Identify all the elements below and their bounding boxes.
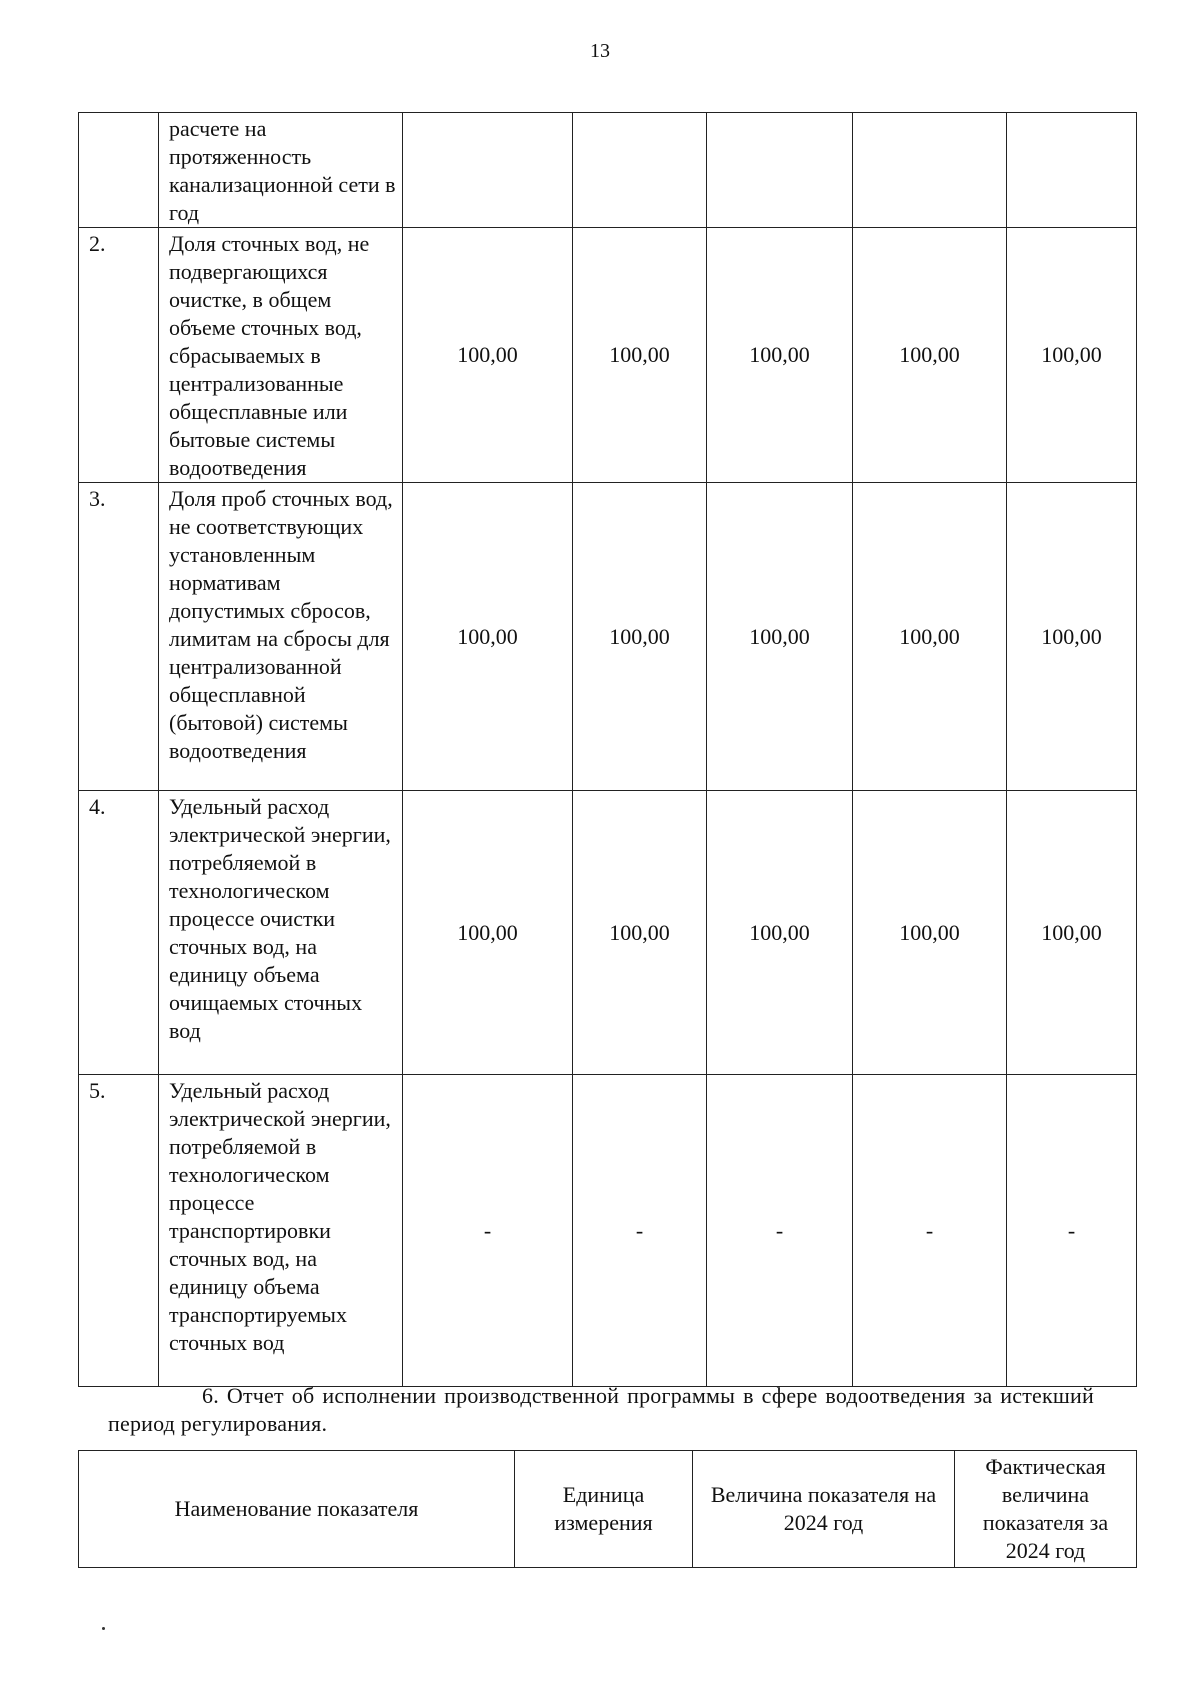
column-header-indicator-name: Наименование показателя bbox=[79, 1451, 515, 1568]
indicator-value: 100,00 bbox=[707, 483, 853, 791]
scan-artifact bbox=[102, 1627, 105, 1630]
report-table bbox=[78, 1450, 1137, 1568]
column-header-actual-value: Фактическая величина показателя за 2024 год bbox=[955, 1451, 1137, 1568]
page-number: 13 bbox=[590, 40, 610, 62]
indicator-value: 100,00 bbox=[853, 483, 1007, 791]
indicator-value: 100,00 bbox=[573, 483, 707, 791]
indicators-table bbox=[78, 112, 1137, 1387]
row-number: 4. bbox=[79, 791, 159, 1075]
indicator-name: расчете на протяженность канализационной сети в год bbox=[159, 113, 403, 228]
indicator-value bbox=[853, 113, 1007, 228]
indicator-value: 100,00 bbox=[853, 228, 1007, 483]
indicator-value: - bbox=[853, 1075, 1007, 1387]
indicator-value bbox=[403, 113, 573, 228]
indicator-value: 100,00 bbox=[403, 228, 573, 483]
row-number: 3. bbox=[79, 483, 159, 791]
table-row bbox=[79, 113, 1137, 228]
indicator-value bbox=[1007, 113, 1137, 228]
indicator-value: 100,00 bbox=[1007, 228, 1137, 483]
indicator-value: - bbox=[1007, 1075, 1137, 1387]
indicator-value: 100,00 bbox=[1007, 791, 1137, 1075]
indicator-value bbox=[707, 113, 853, 228]
indicator-value: - bbox=[573, 1075, 707, 1387]
indicator-name: Доля сточных вод, не подвергающихся очистке, в общем объеме сточных вод, сбрасываемых в централизованные общесплавные или бытовые системы водоотведения bbox=[159, 228, 403, 483]
indicator-value: 100,00 bbox=[403, 791, 573, 1075]
indicator-name: Удельный расход электрической энергии, потребляемой в технологическом процессе транспортировки сточных вод, на единицу объема транспортируемых сточных вод bbox=[159, 1075, 403, 1387]
row-number bbox=[79, 113, 159, 228]
indicator-value: - bbox=[403, 1075, 573, 1387]
table-row bbox=[79, 228, 1137, 483]
row-number: 5. bbox=[79, 1075, 159, 1387]
indicator-value: 100,00 bbox=[403, 483, 573, 791]
table-header-row bbox=[79, 1451, 1137, 1568]
table-row bbox=[79, 483, 1137, 791]
section-6-heading: 6. Отчет об исполнении производственной программы в сфере водоотведения за истекший период регулирования. bbox=[108, 1383, 1094, 1436]
indicator-value: 100,00 bbox=[1007, 483, 1137, 791]
indicator-value: - bbox=[707, 1075, 853, 1387]
indicator-value: 100,00 bbox=[853, 791, 1007, 1075]
column-header-unit: Единица измерения bbox=[515, 1451, 693, 1568]
indicator-value: 100,00 bbox=[573, 791, 707, 1075]
indicator-name: Доля проб сточных вод, не соответствующих установленным нормативам допустимых сбросов, лимитам на сбросы для централизованной общесплавной (бытовой) системы водоотведения bbox=[159, 483, 403, 791]
indicator-value: 100,00 bbox=[573, 228, 707, 483]
indicator-name: Удельный расход электрической энергии, потребляемой в технологическом процессе очистки сточных вод, на единицу объема очищаемых сточных вод bbox=[159, 791, 403, 1075]
indicator-value: 100,00 bbox=[707, 228, 853, 483]
table-row bbox=[79, 1075, 1137, 1387]
row-number: 2. bbox=[79, 228, 159, 483]
indicator-value: 100,00 bbox=[707, 791, 853, 1075]
indicator-value bbox=[573, 113, 707, 228]
column-header-planned-value: Величина показателя на 2024 год bbox=[693, 1451, 955, 1568]
table-row bbox=[79, 791, 1137, 1075]
